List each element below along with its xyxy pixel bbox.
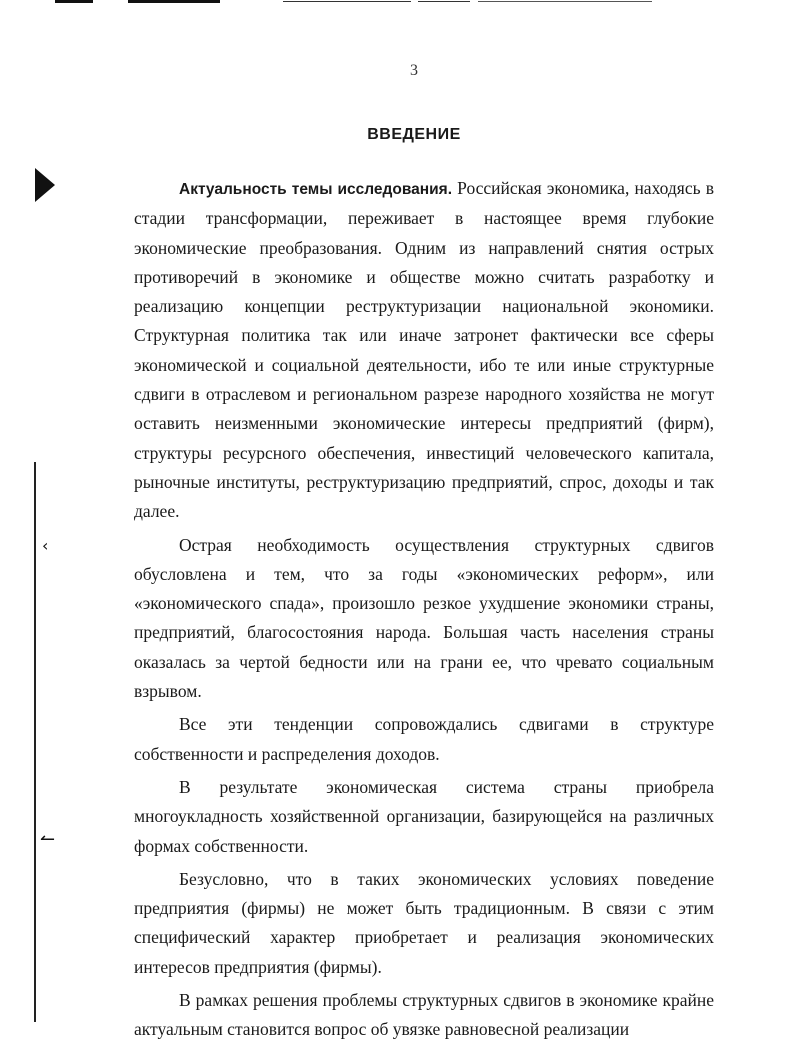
paragraph: В рамках решения проблемы структурных сдвигов в экономике крайне актуальным становится вопрос об увязке равновесной реализации — [134, 990, 714, 1040]
scan-mark-icon: ‹ — [42, 536, 49, 555]
paragraph: Острая необходимость осуществления структурных сдвигов обусловлена и тем, что за годы «экономических реформ», или «экономического спада», произошло резкое ухудшение экономики страны, предприятий, благосостояния народа. Большая часть населения страны оказалась за чертой бедности или на грани ее, что чревато социальным взрывом. — [134, 534, 714, 702]
document-body — [134, 174, 714, 1045]
paragraph: Безусловно, что в таких экономических условиях поведение предприятия (фирмы) не может быть традиционным. В связи с этим специфический характер приобретает и реализация экономических интересов предприятия (фирмы). — [134, 868, 714, 977]
scan-artifact — [283, 1, 411, 2]
scan-marker-triangle-icon — [35, 168, 55, 202]
page-title: ВВЕДЕНИЕ — [367, 126, 461, 143]
page-number: 3 — [410, 62, 418, 79]
scan-artifact — [418, 1, 470, 2]
scan-mark-icon: ↼ — [40, 829, 56, 850]
paragraph: В результате экономическая система страны приобрела многоукладность хозяйственной организации, базирующейся на различных формах собственности. — [134, 776, 714, 856]
scan-margin-rule — [34, 462, 36, 1022]
paragraph: Все эти тенденции сопровождались сдвигами в структуре собственности и распределения доходов. — [134, 714, 714, 764]
paragraph-text: Российская экономика, находясь в стадии трансформации, переживает в настоящее время глубокие экономические преобразования. Одним из направлений снятия острых противоречий в экономике и обществе можно считать разработку и реализацию концепции реструктуризации национальной экономики. Структурная политика так или иначе затронет фактически все сферы экономической и социальной деятельности, ибо те или иные структурные сдвиги в отраслевом и региональном разрезе народного хозяйства не могут оставить неизменными экономические интересы предприятий (фирм), структуры ресурсного обеспечения, инвестиций человеческого капитала, рыночные институты, реструктуризацию предприятий, спрос, доходы и так далее. — [134, 178, 714, 522]
scan-artifact — [478, 1, 652, 2]
scan-artifact — [128, 0, 220, 3]
paragraph — [134, 174, 714, 527]
paragraph-lead: Актуальность темы исследования. — [179, 181, 453, 198]
scan-artifact — [55, 0, 93, 3]
